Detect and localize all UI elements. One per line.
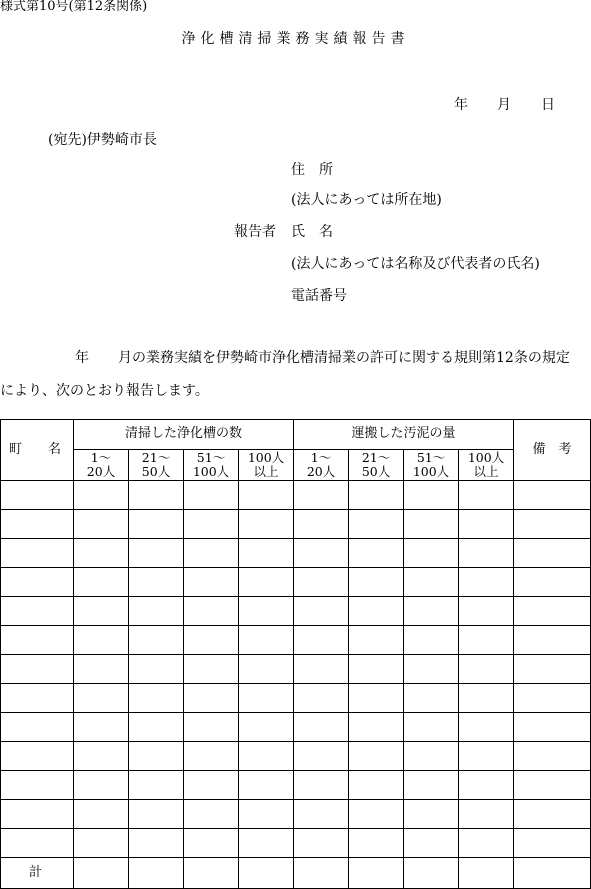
table-cell — [74, 800, 129, 829]
table-cell — [129, 771, 184, 800]
table-cell — [404, 742, 459, 771]
table-cell — [514, 713, 591, 742]
table-cell — [74, 684, 129, 713]
table-cell — [74, 829, 129, 858]
total-cell — [294, 858, 349, 889]
name-label: 氏 名 — [291, 224, 333, 240]
table-cell — [349, 771, 404, 800]
table-cell — [349, 568, 404, 597]
total-cell — [184, 858, 239, 889]
table-cell — [74, 481, 129, 510]
addressee: (宛先)伊勢崎市長 — [48, 132, 157, 148]
range-header-bottom: 50人 — [141, 464, 171, 479]
table-cell — [404, 655, 459, 684]
table-row — [1, 539, 591, 568]
table-cell — [404, 684, 459, 713]
range-header-top: 51〜 — [196, 450, 226, 466]
date-month-label: 月 — [497, 97, 511, 113]
table-cell — [459, 713, 514, 742]
table-cell — [184, 597, 239, 626]
table-cell — [404, 800, 459, 829]
table-cell — [404, 771, 459, 800]
table-cell — [184, 626, 239, 655]
table-row — [1, 626, 591, 655]
table-cell — [184, 800, 239, 829]
sludge-range-header — [404, 450, 459, 481]
table-cell — [349, 597, 404, 626]
table-cell — [129, 510, 184, 539]
table-row — [1, 829, 591, 858]
total-label: 計 — [1, 858, 74, 889]
table-cell — [514, 800, 591, 829]
table-cell — [349, 742, 404, 771]
table-row — [1, 481, 591, 510]
table-cell — [239, 684, 294, 713]
table-cell — [294, 481, 349, 510]
table-cell — [514, 684, 591, 713]
address-label: 住 所 — [291, 162, 333, 178]
table-cell — [349, 829, 404, 858]
table-cell — [1, 800, 74, 829]
table-cell — [404, 510, 459, 539]
table-cell — [129, 481, 184, 510]
table-cell — [404, 597, 459, 626]
table-cell — [514, 539, 591, 568]
table-cell — [74, 626, 129, 655]
table-cell — [74, 655, 129, 684]
table-cell — [1, 626, 74, 655]
table-cell — [349, 481, 404, 510]
table-cell — [349, 684, 404, 713]
table-cell — [1, 510, 74, 539]
table-cell — [74, 568, 129, 597]
range-header-bottom: 以上 — [473, 464, 499, 479]
table-cell — [1, 481, 74, 510]
table-cell — [459, 829, 514, 858]
body-text-line2: により、次のとおり報告します。 — [0, 383, 209, 399]
table-cell — [1, 655, 74, 684]
table-cell — [294, 771, 349, 800]
date-year-label: 年 — [454, 97, 468, 113]
table-row — [1, 568, 591, 597]
table-cell — [404, 481, 459, 510]
table-cell — [514, 829, 591, 858]
town-header: 町 名 — [1, 420, 74, 481]
table-cell — [184, 568, 239, 597]
table-cell — [239, 510, 294, 539]
table-cell — [1, 568, 74, 597]
table-cell — [459, 539, 514, 568]
table-cell — [294, 626, 349, 655]
table-cell — [459, 597, 514, 626]
table-cell — [514, 481, 591, 510]
range-header-top: 21〜 — [141, 450, 171, 466]
table-cell — [349, 510, 404, 539]
table-cell — [514, 597, 591, 626]
table-row — [1, 684, 591, 713]
table-cell — [349, 626, 404, 655]
table-cell — [514, 568, 591, 597]
range-header-top: 100人 — [467, 450, 505, 466]
table-cell — [404, 626, 459, 655]
table-cell — [514, 742, 591, 771]
table-row — [1, 800, 591, 829]
total-cell — [74, 858, 129, 889]
table-cell — [514, 771, 591, 800]
table-cell — [349, 713, 404, 742]
table-cell — [239, 742, 294, 771]
table-row — [1, 655, 591, 684]
table-cell — [74, 539, 129, 568]
table-cell — [74, 713, 129, 742]
table-cell — [239, 481, 294, 510]
cleaned-range-header — [129, 450, 184, 481]
table-cell — [294, 829, 349, 858]
table-cell — [184, 713, 239, 742]
table-cell — [74, 742, 129, 771]
report-table — [0, 419, 591, 889]
table-row — [1, 597, 591, 626]
range-header-bottom: 100人 — [412, 464, 450, 479]
document-title: 浄化槽清掃業務実績報告書 — [181, 31, 410, 47]
table-cell — [129, 684, 184, 713]
table-cell — [514, 626, 591, 655]
table-cell — [459, 626, 514, 655]
total-cell — [404, 858, 459, 889]
sludge-range-header — [459, 450, 514, 481]
table-cell — [184, 510, 239, 539]
table-cell — [1, 597, 74, 626]
table-row — [1, 742, 591, 771]
table-cell — [459, 684, 514, 713]
table-cell — [349, 800, 404, 829]
table-cell — [184, 742, 239, 771]
table-cell — [514, 510, 591, 539]
sludge-range-header — [294, 450, 349, 481]
table-cell — [294, 655, 349, 684]
table-cell — [184, 771, 239, 800]
table-cell — [294, 539, 349, 568]
table-cell — [74, 771, 129, 800]
total-cell — [459, 858, 514, 889]
range-header-bottom: 20人 — [86, 464, 116, 479]
table-cell — [184, 655, 239, 684]
total-cell — [239, 858, 294, 889]
range-header-top: 1〜 — [310, 450, 332, 466]
table-cell — [1, 742, 74, 771]
table-cell — [129, 655, 184, 684]
range-header-bottom: 100人 — [192, 464, 230, 479]
table-cell — [294, 800, 349, 829]
table-cell — [459, 655, 514, 684]
total-cell — [349, 858, 404, 889]
table-row — [1, 713, 591, 742]
remarks-header: 備 考 — [514, 420, 591, 481]
range-header-bottom: 20人 — [306, 464, 336, 479]
table-cell — [239, 626, 294, 655]
body-text-line1: 月の業務実績を伊勢崎市浄化槽清掃業の許可に関する規則第12条の規定 — [118, 350, 570, 366]
table-cell — [184, 684, 239, 713]
table-cell — [129, 713, 184, 742]
table-cell — [129, 539, 184, 568]
cleaned-range-header — [74, 450, 129, 481]
table-cell — [459, 510, 514, 539]
table-cell — [239, 539, 294, 568]
body-year-label: 年 — [75, 350, 89, 366]
name-note: (法人にあっては名称及び代表者の氏名) — [291, 256, 540, 272]
table-cell — [74, 597, 129, 626]
table-cell — [404, 829, 459, 858]
table-cell — [294, 568, 349, 597]
date-day-label: 日 — [541, 97, 555, 113]
table-cell — [459, 800, 514, 829]
total-cell — [514, 858, 591, 889]
table-cell — [129, 829, 184, 858]
table-cell — [459, 771, 514, 800]
table-cell — [349, 655, 404, 684]
table-cell — [239, 568, 294, 597]
table-cell — [294, 597, 349, 626]
table-cell — [129, 597, 184, 626]
range-header-top: 51〜 — [416, 450, 446, 466]
table-cell — [129, 800, 184, 829]
table-cell — [239, 655, 294, 684]
sludge-amount-header: 運搬した汚泥の量 — [294, 420, 514, 450]
table-cell — [184, 481, 239, 510]
table-cell — [74, 510, 129, 539]
reporter-label: 報告者 — [234, 224, 276, 240]
table-cell — [239, 597, 294, 626]
table-cell — [1, 684, 74, 713]
table-cell — [184, 829, 239, 858]
table-cell — [294, 684, 349, 713]
table-cell — [184, 539, 239, 568]
table-cell — [1, 713, 74, 742]
address-note: (法人にあっては所在地) — [291, 192, 442, 208]
sludge-range-header — [349, 450, 404, 481]
cleaned-range-header — [184, 450, 239, 481]
table-cell — [459, 742, 514, 771]
table-cell — [1, 771, 74, 800]
cleaned-range-header — [239, 450, 294, 481]
table-cell — [1, 829, 74, 858]
table-cell — [294, 713, 349, 742]
table-cell — [239, 829, 294, 858]
table-cell — [404, 713, 459, 742]
table-cell — [404, 539, 459, 568]
range-header-top: 1〜 — [90, 450, 112, 466]
table-cell — [514, 655, 591, 684]
table-cell — [239, 800, 294, 829]
table-row — [1, 510, 591, 539]
table-cell — [129, 742, 184, 771]
table-cell — [239, 713, 294, 742]
table-cell — [1, 539, 74, 568]
cleaned-tanks-header: 清掃した浄化槽の数 — [74, 420, 294, 450]
phone-label: 電話番号 — [291, 288, 347, 304]
table-cell — [294, 742, 349, 771]
table-cell — [459, 568, 514, 597]
table-cell — [404, 568, 459, 597]
table-cell — [129, 626, 184, 655]
table-cell — [294, 510, 349, 539]
table-cell — [349, 539, 404, 568]
form-number: 様式第10号(第12条関係) — [0, 0, 148, 14]
table-row — [1, 771, 591, 800]
range-header-top: 100人 — [247, 450, 285, 466]
table-cell — [129, 568, 184, 597]
total-cell — [129, 858, 184, 889]
table-cell — [239, 771, 294, 800]
range-header-bottom: 以上 — [253, 464, 279, 479]
table-cell — [459, 481, 514, 510]
range-header-bottom: 50人 — [361, 464, 391, 479]
range-header-top: 21〜 — [361, 450, 391, 466]
